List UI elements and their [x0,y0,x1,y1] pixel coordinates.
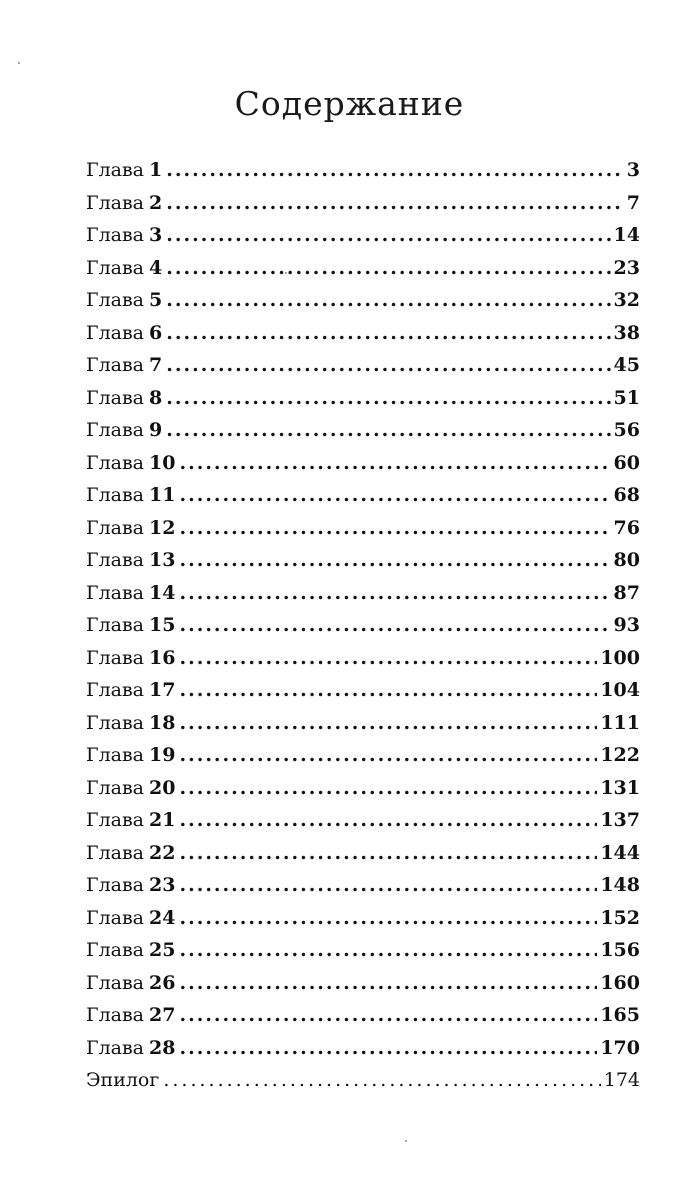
dot-leader [166,187,624,220]
chapter-label: Глава [86,679,145,701]
page-number: 156 [600,939,640,961]
dot-leader [179,804,597,837]
dot-leader [179,447,610,480]
toc-entry-chapter-17[interactable] [86,674,640,707]
toc-entry-chapter-14[interactable] [86,577,640,610]
chapter-number: 20 [149,776,176,799]
chapter-label: Глава [86,1036,145,1059]
toc-entry-chapter-10[interactable] [86,447,640,480]
page-number: 7 [626,191,640,214]
page-title: Содержание [234,84,465,123]
chapter-label: Глава [86,614,145,636]
toc-entry-chapter-19[interactable] [86,739,640,772]
chapter-label: Глава [86,971,145,994]
chapter-label: Глава [86,289,145,311]
chapter-number: 26 [149,971,176,994]
chapter-number: 25 [149,939,176,961]
chapter-number: 2 [149,191,163,214]
chapter-label: Глава [86,451,145,474]
chapter-number: 18 [149,711,176,734]
page-number: 104 [600,679,640,701]
dot-leader [163,1064,600,1097]
dot-leader [166,284,610,317]
toc-entry-chapter-21[interactable] [86,804,640,837]
chapter-label: Глава [86,224,145,246]
chapter-number: 3 [149,224,163,246]
chapter-label: Глава [86,711,145,734]
dot-leader [179,642,597,675]
page-number: 165 [600,1004,640,1026]
toc-entry-chapter-9[interactable] [86,414,640,447]
page-number: 144 [600,841,640,864]
chapter-label: Глава [86,256,145,279]
toc-entry-chapter-13[interactable] [86,544,640,577]
dot-leader [179,479,610,512]
page-number: 137 [600,809,640,831]
dot-leader [166,219,610,252]
chapter-label: Глава [86,776,145,799]
chapter-number: 11 [149,484,176,506]
toc-entry-chapter-7[interactable] [86,349,640,382]
page-number: 51 [613,386,640,409]
dot-leader [166,349,610,382]
toc-entry-chapter-26[interactable] [86,967,640,1000]
dot-leader [166,382,610,415]
page-number: 100 [600,646,640,669]
toc-entry-chapter-20[interactable] [86,772,640,805]
toc-entry-chapter-2[interactable] [86,187,640,220]
dot-leader [179,902,597,935]
chapter-number: 9 [149,419,163,441]
paper-speck [18,62,20,64]
chapter-number: 10 [149,451,176,474]
chapter-label: Глава [86,809,145,831]
chapter-number: 6 [149,321,163,344]
toc-entry-chapter-6[interactable] [86,317,640,350]
page-number: 122 [600,744,640,766]
page-number: 3 [626,159,640,181]
chapter-number: 8 [149,386,163,409]
toc-entry-chapter-4[interactable] [86,252,640,285]
chapter-label: Глава [86,354,145,376]
page-number: 131 [600,776,640,799]
chapter-label: Глава [86,549,145,571]
page-number: 23 [613,256,640,279]
chapter-number: 23 [149,874,176,896]
chapter-number: 24 [149,906,176,929]
chapter-number: 27 [149,1004,176,1026]
page-number: 174 [603,1069,640,1091]
toc-entry-chapter-11[interactable] [86,479,640,512]
page-number: 160 [600,971,640,994]
chapter-number: 14 [149,581,176,604]
page-number: 152 [600,906,640,929]
dot-leader [179,837,597,870]
chapter-label: Глава [86,744,145,766]
page-number: 80 [613,549,640,571]
chapter-label: Глава [86,646,145,669]
chapter-label: Глава [86,1004,145,1026]
dot-leader [166,154,624,187]
page-number: 60 [613,451,640,474]
dot-leader [179,1032,597,1065]
toc-entry-chapter-5[interactable] [86,284,640,317]
table-of-contents [86,154,640,1097]
chapter-number: 12 [149,516,176,539]
dot-leader [179,609,610,642]
page-number: 14 [613,224,640,246]
page-number: 87 [613,581,640,604]
toc-entry-chapter-25[interactable] [86,934,640,967]
page-number: 93 [613,614,640,636]
toc-entry-chapter-16[interactable] [86,642,640,675]
toc-entry-epilogue[interactable] [86,1064,640,1097]
paper-speck [405,1140,407,1142]
chapter-label: Глава [86,906,145,929]
chapter-number: 4 [149,256,163,279]
chapter-label: Глава [86,841,145,864]
chapter-number: 7 [149,354,163,376]
chapter-number: 5 [149,289,163,311]
chapter-label: Глава [86,419,145,441]
page-number: 45 [613,354,640,376]
dot-leader [179,869,597,902]
dot-leader [166,252,610,285]
chapter-label: Глава [86,484,145,506]
chapter-number: 22 [149,841,176,864]
toc-entry-chapter-22[interactable] [86,837,640,870]
chapter-number: 1 [149,159,163,181]
dot-leader [166,317,610,350]
chapter-number: 17 [149,679,176,701]
dot-leader [179,544,610,577]
page-number: 76 [613,516,640,539]
page-number: 148 [600,874,640,896]
toc-entry-chapter-28[interactable] [86,1032,640,1065]
toc-entry-chapter-15[interactable] [86,609,640,642]
dot-leader [179,512,610,545]
chapter-number: 15 [149,614,176,636]
toc-entry-chapter-8[interactable] [86,382,640,415]
dot-leader [179,999,597,1032]
chapter-number: 19 [149,744,176,766]
chapter-number: 13 [149,549,176,571]
toc-entry-chapter-1[interactable] [86,154,640,187]
chapter-label: Глава [86,516,145,539]
dot-leader [179,934,597,967]
page-number: 68 [613,484,640,506]
chapter-label: Глава [86,386,145,409]
toc-entry-chapter-24[interactable] [86,902,640,935]
dot-leader [179,577,610,610]
dot-leader [179,739,597,772]
toc-entry-chapter-23[interactable] [86,869,640,902]
toc-entry-chapter-12[interactable] [86,512,640,545]
chapter-number: 21 [149,809,176,831]
chapter-label: Глава [86,321,145,344]
epilogue-label: Эпилог [86,1069,160,1091]
chapter-label: Глава [86,581,145,604]
chapter-number: 16 [149,646,176,669]
chapter-label: Глава [86,939,145,961]
chapter-label: Глава [86,874,145,896]
chapter-number: 28 [149,1036,176,1059]
page-number: 56 [613,419,640,441]
dot-leader [166,414,610,447]
page-number: 111 [600,711,640,734]
chapter-label: Глава [86,191,145,214]
toc-entry-chapter-3[interactable] [86,219,640,252]
page-number: 170 [600,1036,640,1059]
dot-leader [179,674,597,707]
chapter-label: Глава [86,159,145,181]
toc-entry-chapter-27[interactable] [86,999,640,1032]
page-number: 32 [613,289,640,311]
dot-leader [179,707,597,740]
dot-leader [179,967,597,1000]
dot-leader [179,772,597,805]
page-number: 38 [613,321,640,344]
toc-entry-chapter-18[interactable] [86,707,640,740]
